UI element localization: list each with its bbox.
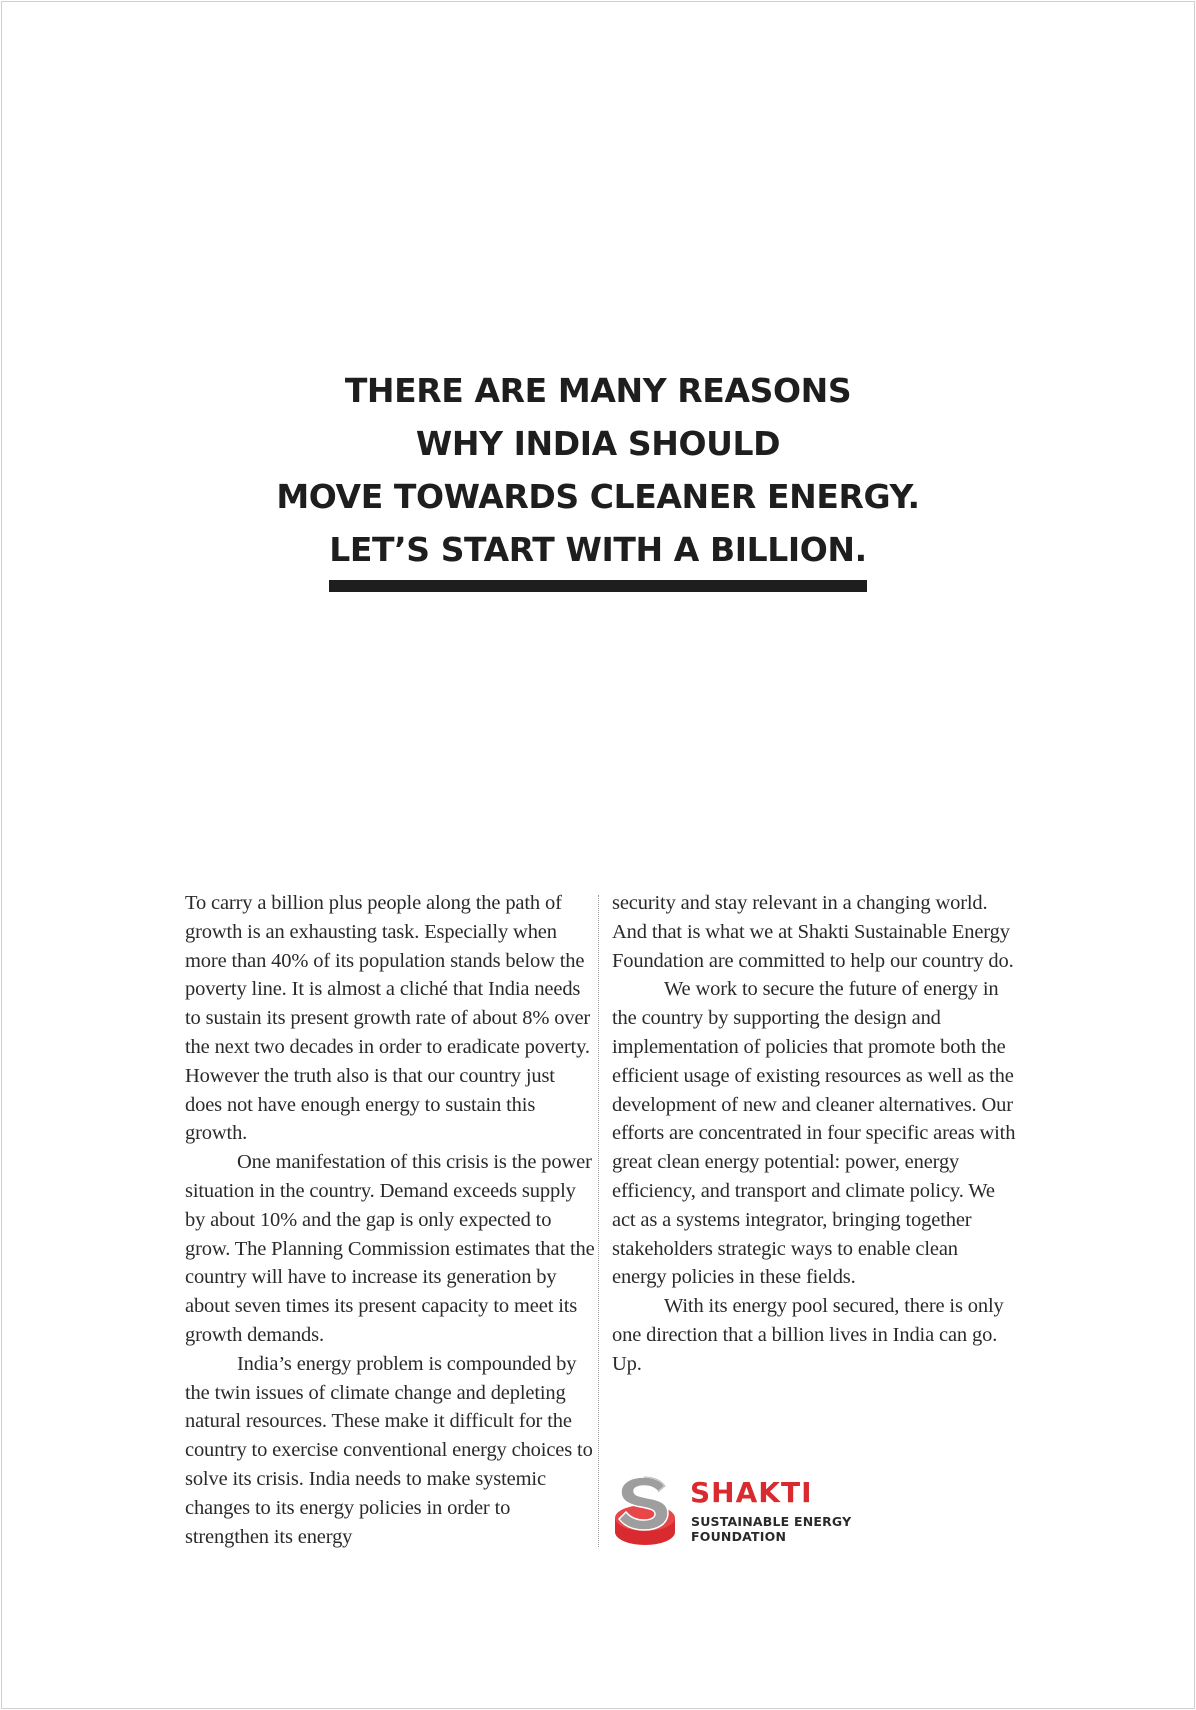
body-paragraph: One manifestation of this crisis is the power situation in the country. Demand exceeds supply by about 10% and the gap is only expected to grow. The Planning Commission estimates that the country will have to increase its generation by about seven times its present capacity to meet its growth demands. xyxy=(185,1151,595,1346)
shakti-logo xyxy=(611,1472,861,1550)
headline-line-2: WHY INDIA SHOULD xyxy=(415,424,781,463)
headline-line-4: LET’S START WITH A BILLION. xyxy=(329,530,867,569)
headline xyxy=(2,364,1194,576)
body-column-left xyxy=(185,889,595,1551)
body-paragraph: With its energy pool secured, there is only one direction that a billion lives in India can go. Up. xyxy=(612,1295,1004,1375)
body-paragraph: To carry a billion plus people along the path of growth is an exhausting task. Especially when more than 40% of its population stands below the poverty line. It is almost a cliché that India needs to sustain its present growth rate of about 8% over the next two decades in order to eradicate poverty. However the truth also is that our country just does not have enough energy to sustain this growth. xyxy=(185,892,591,1145)
body-paragraph: India’s energy problem is compounded by the twin issues of climate change and depleting natural resources. These make it difficult for the country to exercise conventional energy choices to solve its crisis. India needs to make systemic changes to its energy policies in order to strengthen its energy xyxy=(185,1352,593,1548)
logo-subtitle-line-1: SUSTAINABLE ENERGY xyxy=(691,1514,852,1529)
body-paragraph: security and stay relevant in a changing world. And that is what we at Shakti Sustainable Energy Foundation are committed to help our country do. xyxy=(612,892,1014,972)
column-divider xyxy=(598,895,599,1547)
shakti-s-logo-icon xyxy=(611,1472,679,1548)
headline-line-1: THERE ARE MANY REASONS xyxy=(344,371,852,410)
headline-line-3: MOVE TOWARDS CLEANER ENERGY. xyxy=(276,477,920,516)
advertisement-page xyxy=(1,1,1195,1709)
logo-name: SHAKTI xyxy=(690,1476,813,1509)
body-paragraph: We work to secure the future of energy in the country by supporting the design and implementation of policies that promote both the efficient usage of existing resources as well as the development of new and cleaner alternatives. Our efforts are concentrated in four specific areas with great clean energy potential: power, energy efficiency, and transport and climate policy. We act as a systems integrator, bringing together stakeholders strategic ways to enable clean energy policies in these fields. xyxy=(612,978,1016,1289)
headline-underline-bar xyxy=(329,580,867,592)
body-column-right xyxy=(612,889,1017,1379)
logo-subtitle-line-2: FOUNDATION xyxy=(691,1529,787,1544)
logo-subtitle xyxy=(691,1514,851,1544)
